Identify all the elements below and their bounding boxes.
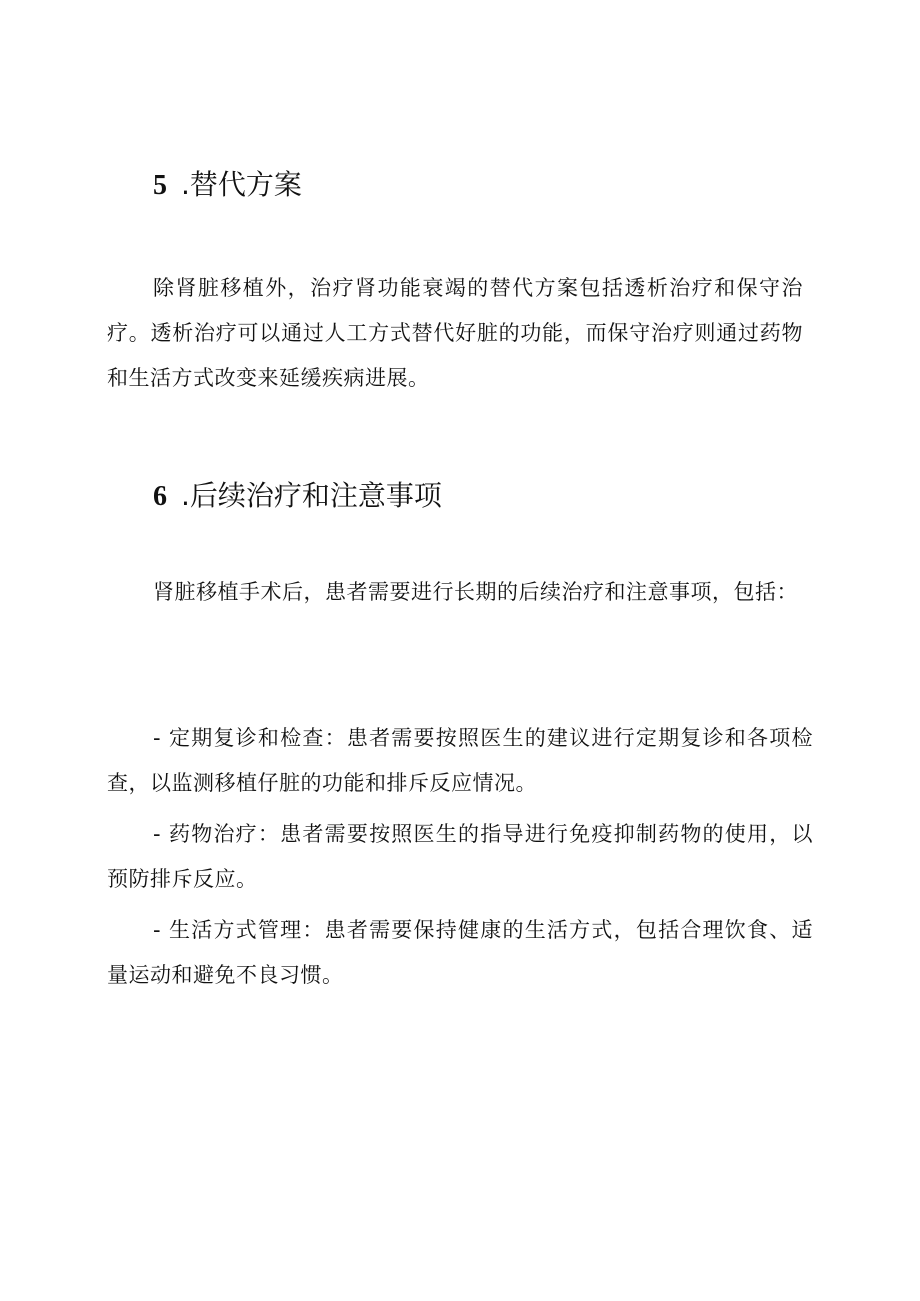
- section-5-paragraph: 除肾脏移植外，治疗肾功能衰竭的替代方案包括透析治疗和保守治疗。透析治疗可以通过人工方式替代好脏的功能，而保守治疗则通过药物和生活方式改变来延缓疾病进展。: [107, 276, 803, 390]
- section-6-intro: 肾脏移植手术后，患者需要进行长期的后续治疗和注意事项，包括：: [153, 580, 798, 604]
- section-6-title: .后续治疗和注意事项: [181, 479, 442, 512]
- section-5-number: 5: [153, 170, 167, 201]
- section-6-number: 6: [153, 481, 167, 512]
- section-5-title: .替代方案: [181, 168, 302, 201]
- section-5-heading: [153, 167, 302, 204]
- section-6-heading: [153, 478, 442, 515]
- list-item-followup-checks: - 定期复诊和检查：患者需要按照医生的建议进行定期复诊和各项检查，以监测移植仔脏的功能和排斥反应情况。: [107, 726, 813, 795]
- list-item-medication: - 药物治疗：患者需要按照医生的指导进行免疫抑制药物的使用，以预防排斥反应。: [107, 822, 813, 891]
- list-item-lifestyle: - 生活方式管理：患者需要保持健康的生活方式，包括合理饮食、适量运动和避免不良习惯。: [107, 918, 813, 987]
